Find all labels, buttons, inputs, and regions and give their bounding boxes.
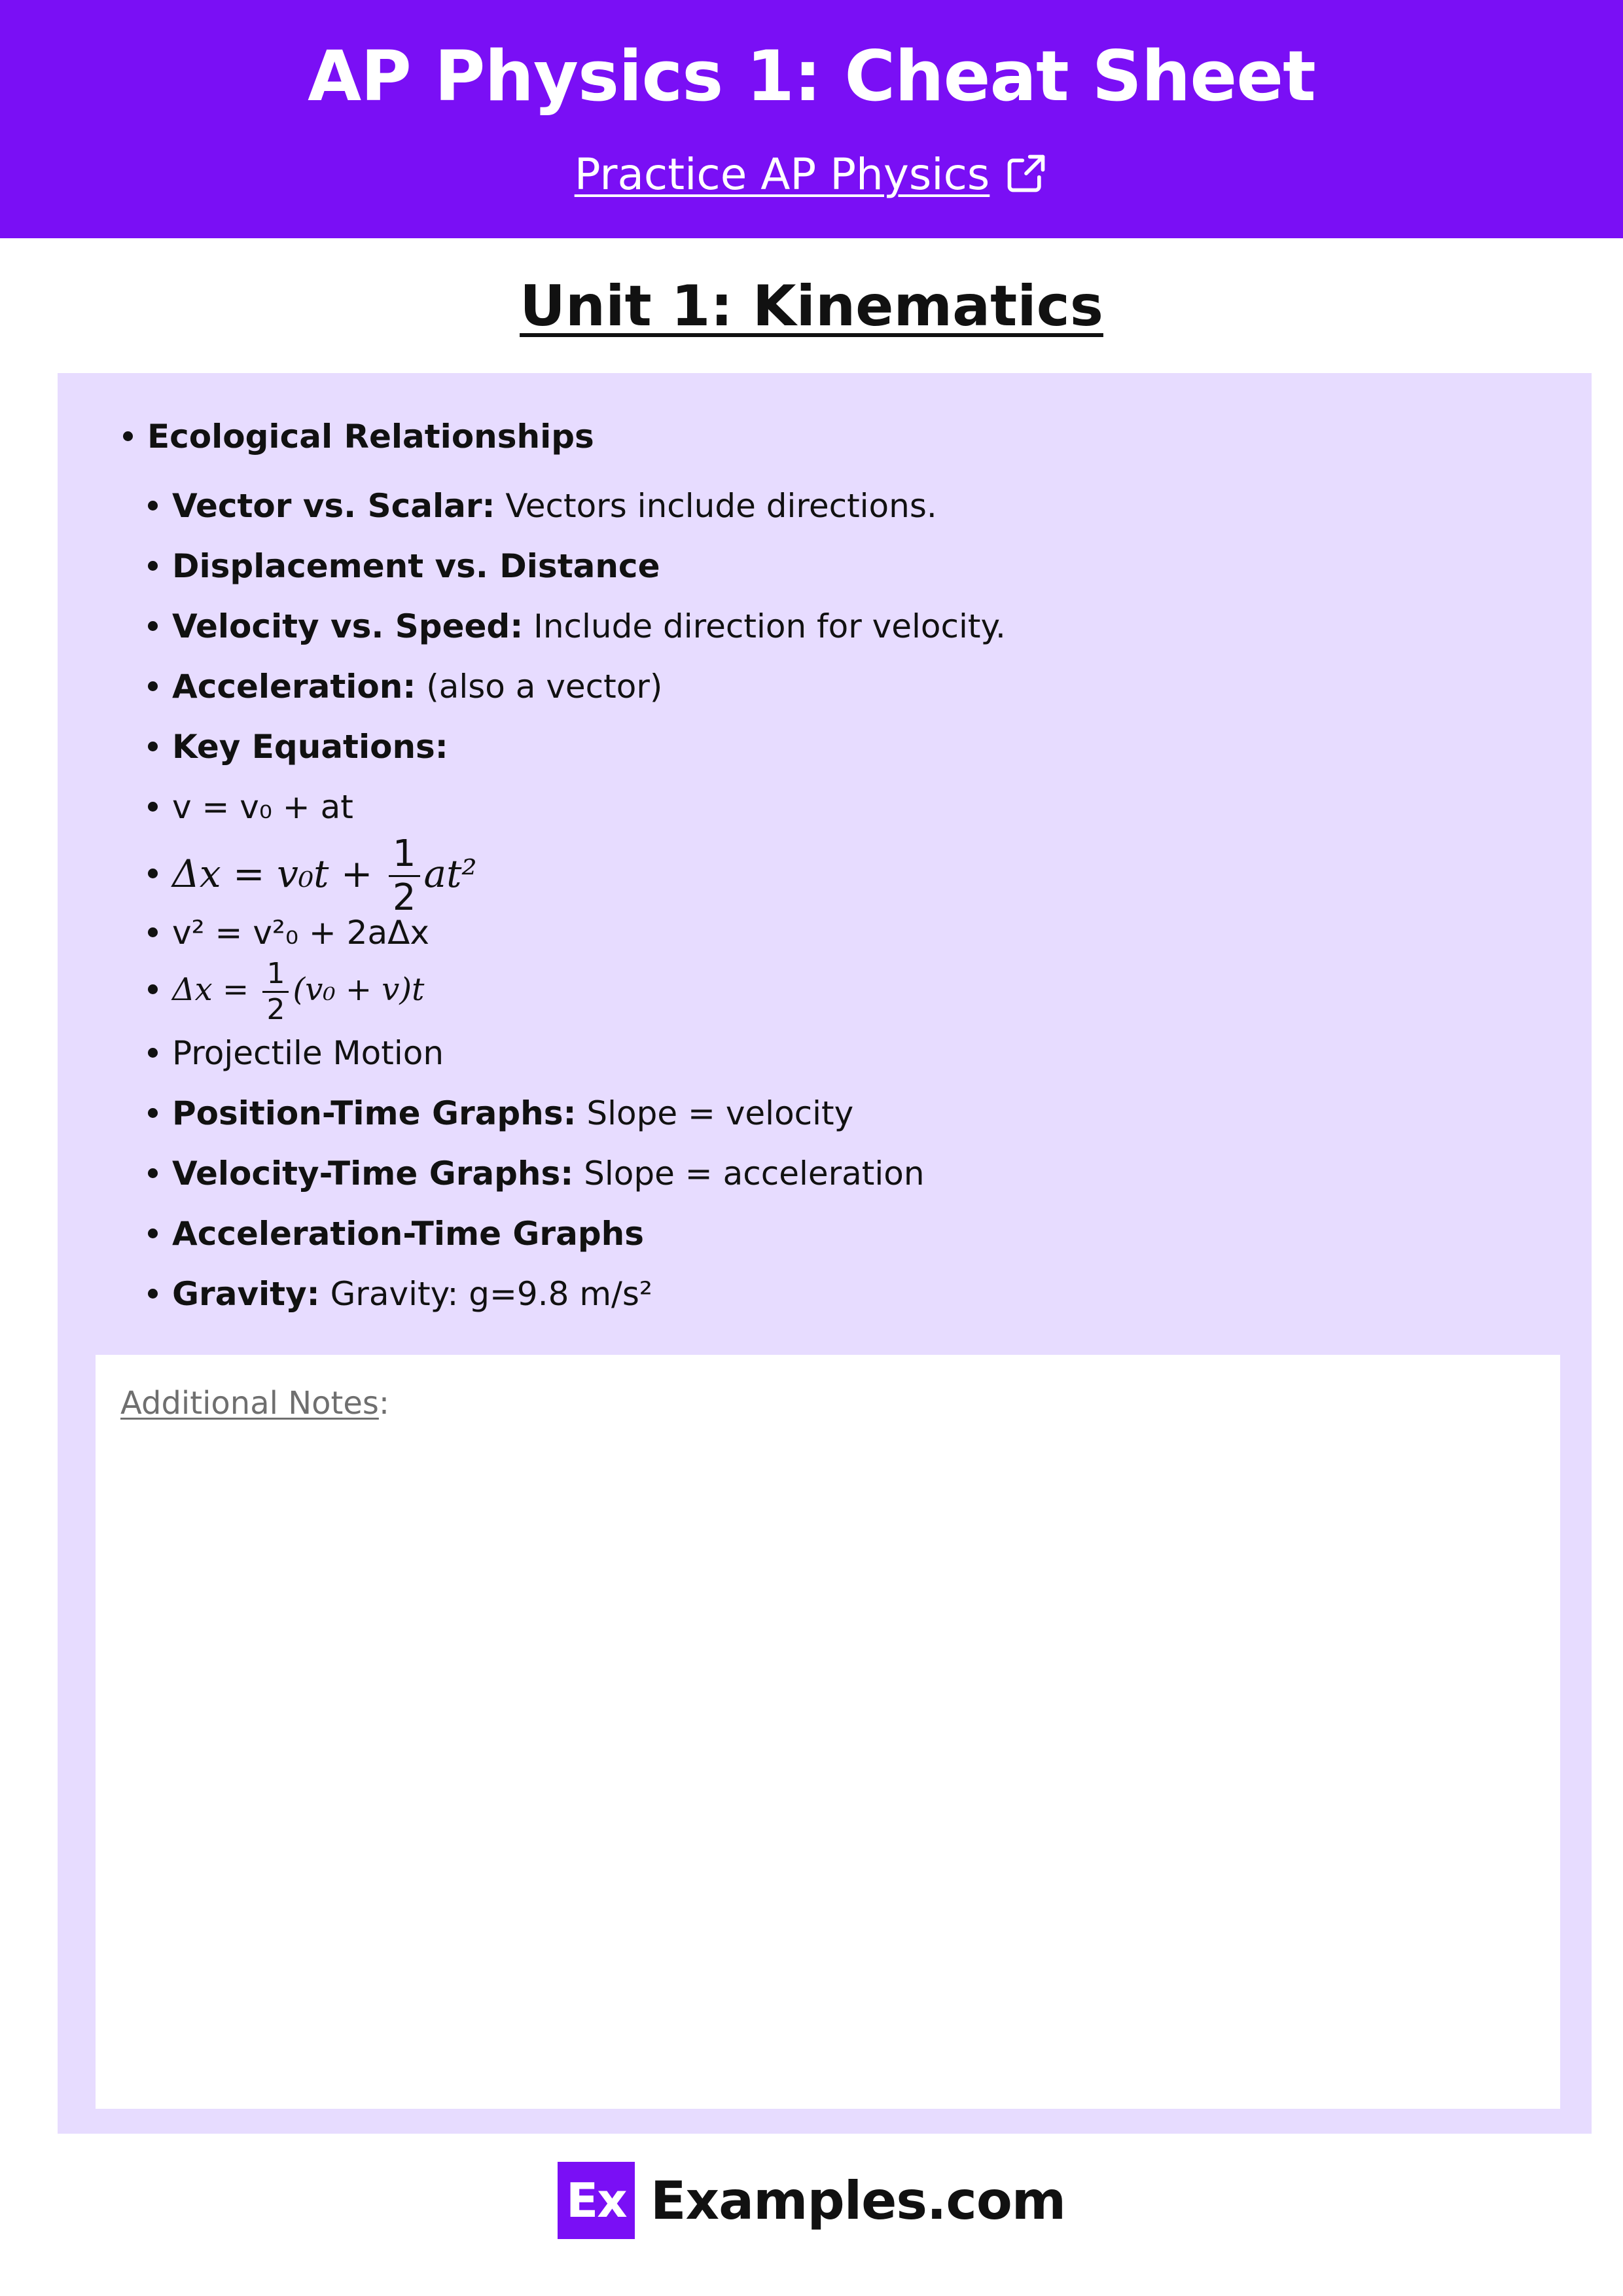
bullet-icon bbox=[123, 431, 133, 441]
list-item: Key Equations: bbox=[148, 724, 448, 770]
list-item: Acceleration: (also a vector) bbox=[148, 664, 662, 709]
bullet-icon bbox=[148, 1168, 158, 1178]
list-item: Velocity vs. Speed: Include direction for velocity. bbox=[148, 603, 1006, 649]
bullet-icon bbox=[148, 984, 158, 994]
bullet-icon bbox=[148, 742, 158, 751]
list-item: Projectile Motion bbox=[148, 1030, 444, 1076]
page-title: AP Physics 1: Cheat Sheet bbox=[308, 36, 1315, 117]
additional-notes-box[interactable] bbox=[96, 1355, 1560, 2109]
equation-item: v² = v²₀ + 2aΔx bbox=[148, 910, 429, 956]
list-item: Velocity-Time Graphs: Slope = acceleration bbox=[148, 1151, 925, 1196]
bullet-icon bbox=[148, 561, 158, 571]
list-item: Position-Time Graphs: Slope = velocity bbox=[148, 1090, 853, 1136]
notes-label: Additional Notes: bbox=[120, 1385, 390, 1422]
list-item: Gravity: Gravity: g=9.8 m/s² bbox=[148, 1271, 652, 1317]
bullet-icon bbox=[148, 1048, 158, 1058]
logo-text: Examples.com bbox=[650, 2170, 1066, 2231]
footer bbox=[0, 2160, 1623, 2241]
equation-item: v = v₀ + at bbox=[148, 784, 353, 830]
page-header bbox=[0, 0, 1623, 238]
bullet-icon bbox=[148, 501, 158, 511]
unit-title: Unit 1: Kinematics bbox=[520, 274, 1103, 339]
bullet-icon bbox=[148, 927, 158, 937]
bullet-icon bbox=[148, 681, 158, 691]
bullet-icon bbox=[148, 1229, 158, 1238]
list-item: Acceleration-Time Graphs bbox=[148, 1211, 644, 1257]
list-item: Displacement vs. Distance bbox=[148, 543, 660, 589]
equation-item: Δx = v₀t + $\frac{1}{2}$ at² bbox=[148, 831, 477, 916]
bullet-icon bbox=[148, 1289, 158, 1299]
practice-link-label[interactable]: Practice AP Physics bbox=[574, 149, 990, 200]
bullet-icon bbox=[148, 802, 158, 812]
bullet-icon bbox=[148, 621, 158, 631]
section-heading: Ecological Relationships bbox=[123, 414, 594, 459]
brand-logo[interactable] bbox=[558, 2160, 1065, 2241]
external-link-icon[interactable] bbox=[1004, 151, 1048, 196]
practice-link[interactable] bbox=[0, 145, 1623, 204]
list-item: Vector vs. Scalar: Vectors include directions. bbox=[148, 483, 937, 529]
equation-item: Δx = $\frac{1}{2}$ (v₀ + v)t bbox=[148, 949, 424, 1030]
bullet-icon bbox=[148, 1108, 158, 1118]
logo-mark: Ex bbox=[558, 2162, 635, 2239]
bullet-icon bbox=[148, 869, 158, 878]
